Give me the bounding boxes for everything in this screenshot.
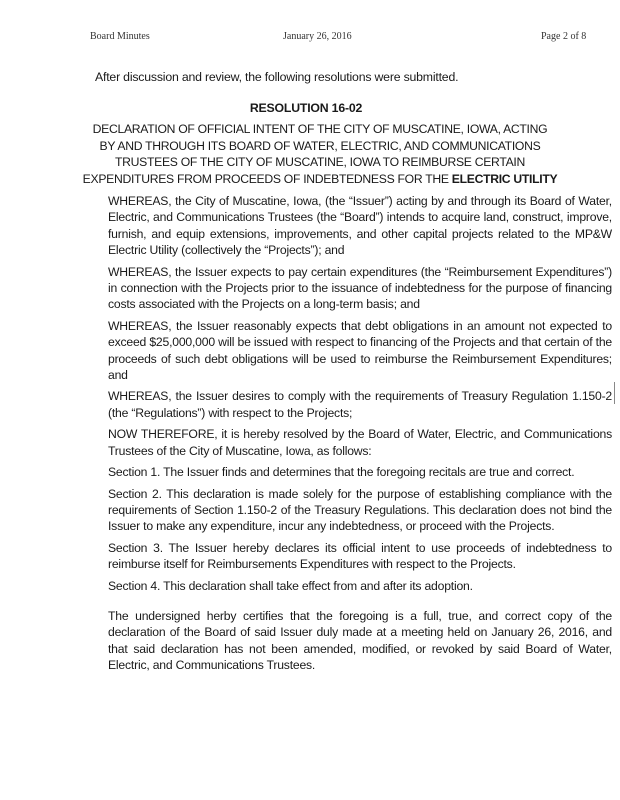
declaration-line: DECLARATION OF OFFICIAL INTENT OF THE CITY OF MUSCATINE, IOWA, ACTING <box>92 122 548 136</box>
whereas-paragraph: WHEREAS, the Issuer expects to pay certain expenditures (the “Reimbursement Expenditures”) in connection with the Projects prior to the issuance of indebtedness for the purpose of financing costs associated with the Projects on a long-term basis; and <box>108 264 612 312</box>
whereas-paragraph: WHEREAS, the City of Muscatine, Iowa, (the “Issuer”) acting by and through its Board of Water, Electric, and Communications Trustees (the “Board”) intends to acquire land, construct, improve, furnish, and equip extensions, improvements, and other capital projects related to the MP&W Electric Utility (collectively the “Projects”); and <box>108 194 612 258</box>
section-paragraph: Section 2. This declaration is made solely for the purpose of establishing compliance with the requirements of Section 1.150-2 of the Treasury Regulations. This declaration does not bind the Issuer to make any expenditure, incur any indebtedness, or proceed with the Projects. <box>108 486 612 534</box>
section-paragraph: Section 4. This declaration shall take effect from and after its adoption. <box>108 578 473 593</box>
intro-text: After discussion and review, the following resolutions were submitted. <box>95 70 459 84</box>
declaration-line <box>40 171 600 188</box>
header-page-number: Page 2 of 8 <box>541 31 587 42</box>
resolution-body <box>108 193 612 674</box>
section-paragraph: Section 3. The Issuer hereby declares its official intent to use proceeds of indebtedness to reimburse itself for Reimbursements Expenditures with respect to the Projects. <box>108 540 612 572</box>
certification-paragraph: The undersigned herby certifies that the foregoing is a full, true, and correct copy of the declaration of the Board of said Issuer duly made at a meeting held on January 26, 2016, and that said declaration has not been amended, modified, or revoked by said Board of Water, Electric, and Communications Trustees. <box>108 608 612 673</box>
declaration-heading <box>40 121 600 187</box>
declaration-bold-text: ELECTRIC UTILITY <box>451 171 558 186</box>
page-header <box>0 31 612 47</box>
declaration-line-text: EXPENDITURES FROM PROCEEDS OF INDEBTEDNESS FOR THE <box>82 171 452 186</box>
whereas-paragraph: WHEREAS, the Issuer desires to comply with the requirements of Treasury Regulation 1.150-2 (the “Regulations”) with respect to the Projects; <box>108 389 612 420</box>
resolved-paragraph: NOW THEREFORE, it is hereby resolved by the Board of Water, Electric, and Communications Trustees of the City of Muscatine, Iowa, as follows: <box>108 427 612 458</box>
declaration-line: TRUSTEES OF THE CITY OF MUSCATINE, IOWA TO REIMBURSE CERTAIN <box>115 155 525 169</box>
scan-mark <box>614 382 615 404</box>
section-paragraph: Section 1. The Issuer finds and determines that the foregoing recitals are true and correct. <box>108 465 575 480</box>
header-date: January 26, 2016 <box>283 31 352 42</box>
resolution-title: RESOLUTION 16-02 <box>249 101 363 115</box>
whereas-paragraph: WHEREAS, the Issuer reasonably expects that debt obligations in an amount not expected to exceed $25,000,000 will be issued with respect to financing of the Projects and that certain of the proceeds of such debt obligations will be used to reimburse the Reimbursement Expenditures; and <box>108 318 612 383</box>
header-left: Board Minutes <box>90 31 150 42</box>
declaration-line: BY AND THROUGH ITS BOARD OF WATER, ELECTRIC, AND COMMUNICATIONS <box>99 138 541 153</box>
